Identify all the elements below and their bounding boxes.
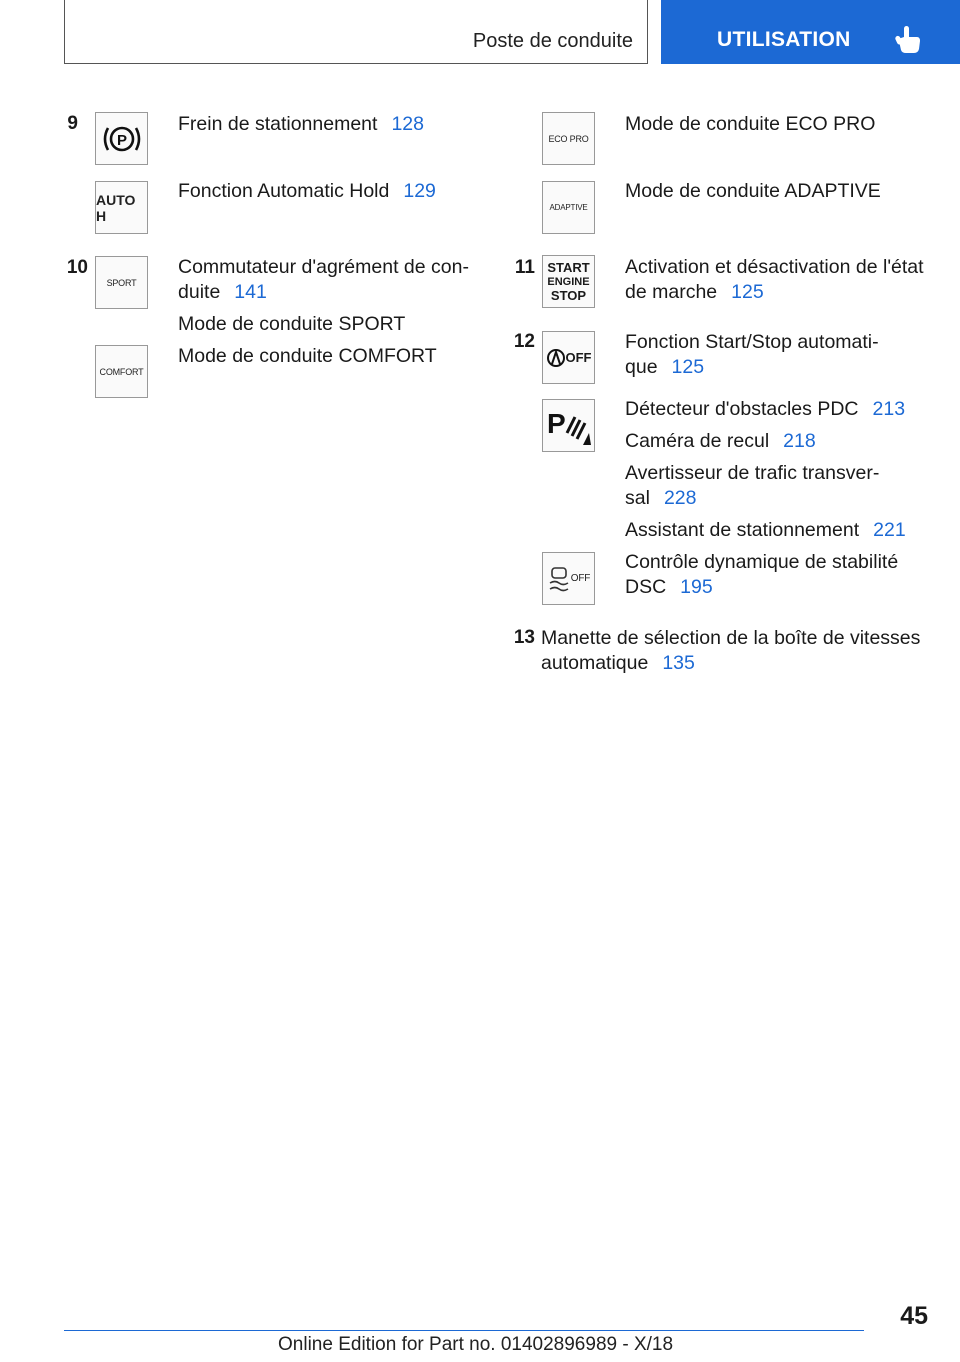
header-tab[interactable] (661, 0, 960, 64)
eco-pro-text: Mode de conduite ECO PRO (625, 113, 876, 135)
auto-hold-icon: AUTO H (95, 181, 148, 234)
comfort-icon: COMFORT (95, 345, 148, 398)
auto-start-stop-text: Fonction Start/Stop automati- que 125 (625, 331, 879, 378)
svg-text:P: P (546, 407, 566, 439)
item-number-9: 9 (67, 113, 78, 134)
pdc-icon (542, 399, 595, 452)
parking-brake-icon (95, 112, 148, 165)
auto-hold-text: Fonction Automatic Hold 129 (178, 180, 436, 202)
start-engine-stop-icon: START ENGINE STOP (542, 255, 595, 308)
page-link[interactable]: 213 (872, 398, 906, 420)
comfort-text: Mode de conduite COMFORT (178, 345, 437, 367)
header-tab-label: UTILISATION (717, 28, 851, 51)
page-link[interactable]: 128 (391, 113, 424, 135)
parking-brake-text: Frein de stationnement 128 (178, 113, 424, 135)
adaptive-text: Mode de conduite ADAPTIVE (625, 180, 881, 202)
footer-edition-text: Online Edition for Part no. 01402896989 - X/18 (278, 1334, 674, 1355)
auto-start-stop-off-icon: OFF (542, 331, 595, 384)
page-number: 45 (900, 1302, 928, 1330)
item-number-10: 10 (66, 257, 88, 278)
hand-pointer-icon (895, 24, 921, 54)
pdc-text-group: Détecteur d'obstacles PDC 213 Caméra de recul 218 Avertisseur de trafic transver- sal 228 Assistant de stationnement 221 (625, 398, 906, 541)
page-link[interactable]: 218 (783, 430, 816, 452)
svg-text:P: P (116, 131, 127, 149)
dsc-off-icon: OFF (542, 552, 595, 605)
page-link[interactable]: 195 (680, 576, 713, 598)
eco-pro-icon: ECO PRO (542, 112, 595, 165)
page-link[interactable]: 135 (662, 652, 695, 674)
footer-divider (64, 1330, 864, 1331)
item-number-12: 12 (513, 331, 535, 352)
item-number-11: 11 (514, 257, 535, 278)
driving-experience-switch-text: Commutateur d'agrément de con- duite 141 Mode de conduite SPORT (178, 256, 469, 335)
item-number-13: 13 (513, 627, 535, 648)
page-link[interactable]: 125 (671, 356, 705, 378)
page-link[interactable]: 228 (663, 487, 697, 509)
page-link[interactable]: 129 (403, 180, 436, 202)
header-section-box (64, 0, 648, 64)
page-link[interactable]: 141 (234, 281, 267, 303)
start-stop-text: Activation et désactivation de l'état de marche 125 (625, 256, 924, 303)
section-title: Poste de conduite (472, 30, 633, 52)
sport-icon: SPORT (95, 256, 148, 309)
dsc-text: Contrôle dynamique de stabilité DSC 195 (625, 551, 899, 598)
page-link[interactable]: 125 (731, 281, 764, 303)
gear-selector-text: Manette de sélection de la boîte de vitesses automatique 135 (541, 627, 921, 674)
adaptive-icon: ADAPTIVE (542, 181, 595, 234)
page-link[interactable]: 221 (873, 519, 906, 541)
